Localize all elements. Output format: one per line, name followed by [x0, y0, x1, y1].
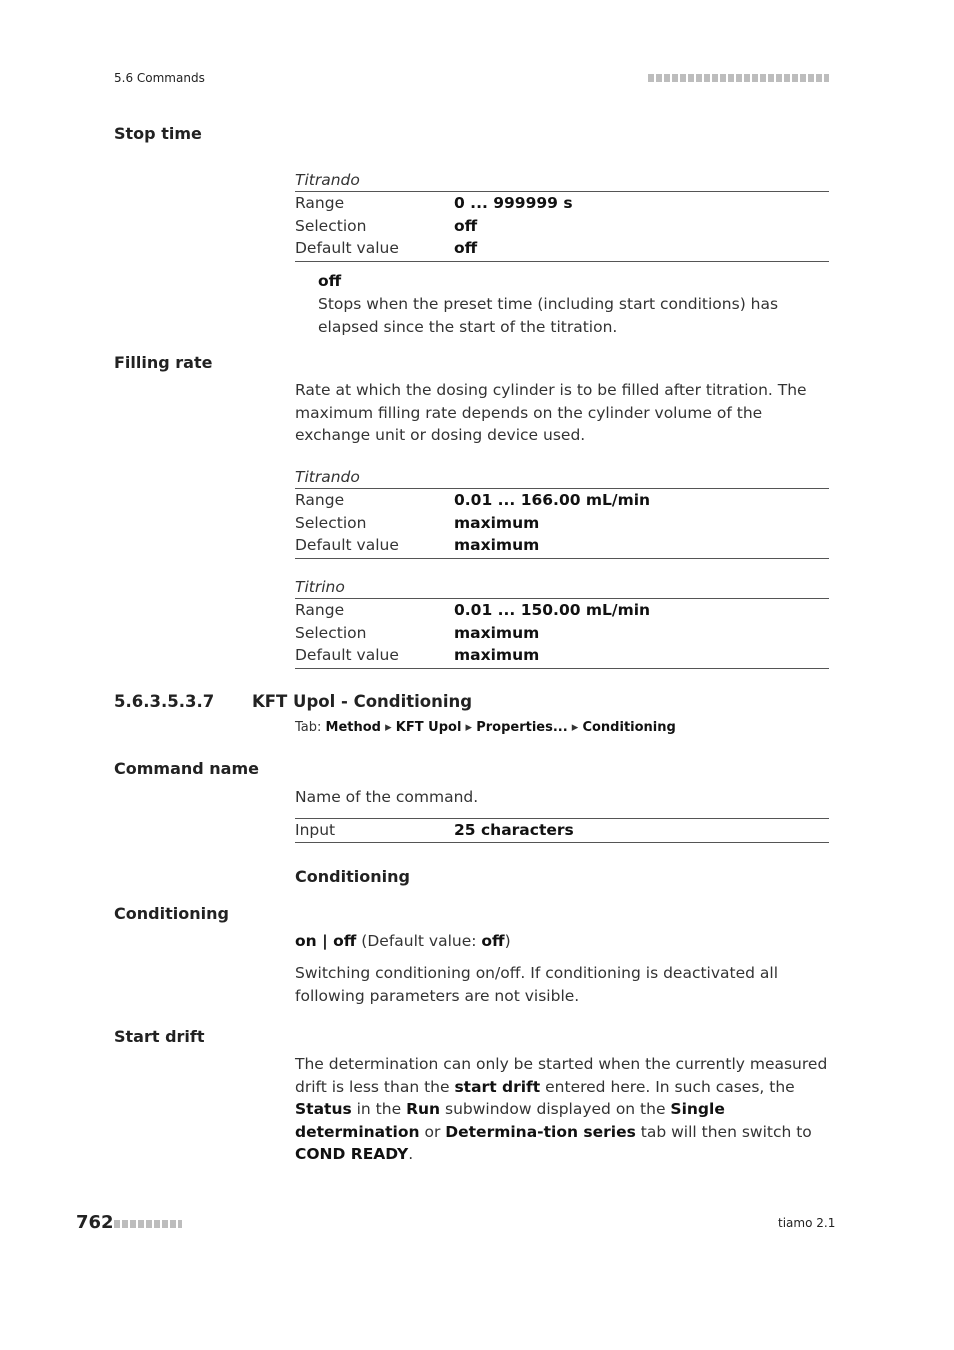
filling-rate-description: Rate at which the dosing cylinder is to be filled after titration. The maximum filling rate depends on the cylinder volume of the exchange unit or dosing device used. [295, 381, 807, 444]
row-value: maximum [454, 513, 540, 532]
row-value: 25 characters [454, 821, 574, 839]
tab-path-item: KFT Upol [395, 720, 462, 735]
text-run: The determination can only be started when the currently measured drift is less than the [295, 1055, 828, 1096]
option-on: on [295, 932, 317, 950]
table-row [295, 512, 829, 535]
emphasis: Single determination [295, 1100, 725, 1141]
tab-path-item: Method [325, 720, 381, 735]
section-number: 5.6.3.5.3.7 [114, 692, 215, 711]
table-row [295, 215, 829, 238]
tab-prefix: Tab: [295, 720, 326, 735]
default-suffix: ) [504, 932, 511, 950]
text-run: subwindow displayed on the [440, 1100, 671, 1118]
option-separator: | [316, 932, 334, 950]
table-row [295, 237, 829, 260]
row-key: Range [295, 491, 345, 509]
emphasis: Determina-tion series [445, 1122, 636, 1141]
filling-rate-table-titrando [295, 466, 829, 559]
row-key: Default value [295, 239, 399, 257]
stop-time-table [295, 169, 829, 262]
table-caption: Titrando [295, 169, 829, 192]
row-value: maximum [454, 623, 540, 642]
tab-separator: ▸ [567, 720, 583, 735]
default-prefix: (Default value: [356, 932, 482, 950]
row-value: maximum [454, 646, 540, 664]
start-drift-description [295, 1053, 829, 1166]
row-key: Range [295, 601, 345, 619]
table-caption: Titrando [295, 466, 829, 489]
emphasis: Run [406, 1100, 441, 1118]
conditioning-description: Switching conditioning on/off. If conditioning is deactivated all following parameters are not visible. [295, 964, 779, 1005]
table-row [295, 192, 829, 215]
option-term: off [318, 272, 342, 290]
footer-decoration [114, 1220, 182, 1228]
row-key: Default value [295, 646, 399, 664]
row-key: Selection [295, 623, 367, 642]
text-run: in the [351, 1100, 407, 1118]
table-row [295, 489, 829, 512]
param-heading-filling-rate: Filling rate [114, 353, 213, 372]
tab-path-item: Properties... [476, 720, 568, 735]
command-name-table [295, 818, 829, 843]
subsection-heading-conditioning: Conditioning [295, 867, 410, 886]
table-row [295, 599, 829, 622]
table-row [295, 622, 829, 645]
row-value: off [454, 216, 478, 235]
row-value: off [454, 239, 478, 257]
conditioning-options [295, 930, 829, 953]
text-run: entered here. In such cases, the [540, 1077, 795, 1096]
header-decoration [648, 74, 829, 82]
param-heading-conditioning: Conditioning [114, 904, 229, 923]
row-key: Selection [295, 513, 367, 532]
text-run: or [419, 1122, 446, 1141]
page-number: 762 [76, 1212, 114, 1233]
param-heading-stop-time: Stop time [114, 124, 202, 143]
param-heading-start-drift: Start drift [114, 1027, 205, 1046]
tab-separator: ▸ [461, 720, 477, 735]
row-value: maximum [454, 536, 540, 554]
row-value: 0.01 ... 150.00 mL/min [454, 601, 651, 619]
emphasis: start drift [454, 1077, 541, 1096]
tab-separator: ▸ [381, 720, 396, 735]
text-run: . [408, 1145, 414, 1163]
text-run: tab will then switch to [635, 1122, 812, 1141]
row-key: Range [295, 194, 345, 212]
command-name-description: Name of the command. [295, 788, 479, 806]
emphasis: Status [295, 1100, 352, 1118]
table-caption: Titrino [295, 576, 829, 599]
emphasis: COND READY [295, 1145, 409, 1163]
row-key: Default value [295, 536, 399, 554]
param-heading-command-name: Command name [114, 759, 259, 778]
section-title: KFT Upol - Conditioning [252, 692, 473, 711]
table-row [295, 644, 829, 667]
row-key: Selection [295, 216, 367, 235]
default-value: off [481, 932, 505, 950]
option-description: Stops when the preset time (including start conditions) has elapsed since the start of the titration. [318, 295, 779, 336]
row-value: 0.01 ... 166.00 mL/min [454, 491, 651, 509]
row-value: 0 ... 999999 s [454, 194, 573, 212]
table-row [295, 534, 829, 557]
filling-rate-table-titrino [295, 576, 829, 669]
footer-product: tiamo 2.1 [778, 1216, 836, 1230]
row-key: Input [295, 821, 336, 839]
running-header-section: 5.6 Commands [114, 71, 205, 85]
tab-path [295, 720, 676, 735]
table-row [295, 819, 829, 842]
option-off: off [333, 932, 357, 950]
tab-path-item: Conditioning [582, 720, 676, 735]
